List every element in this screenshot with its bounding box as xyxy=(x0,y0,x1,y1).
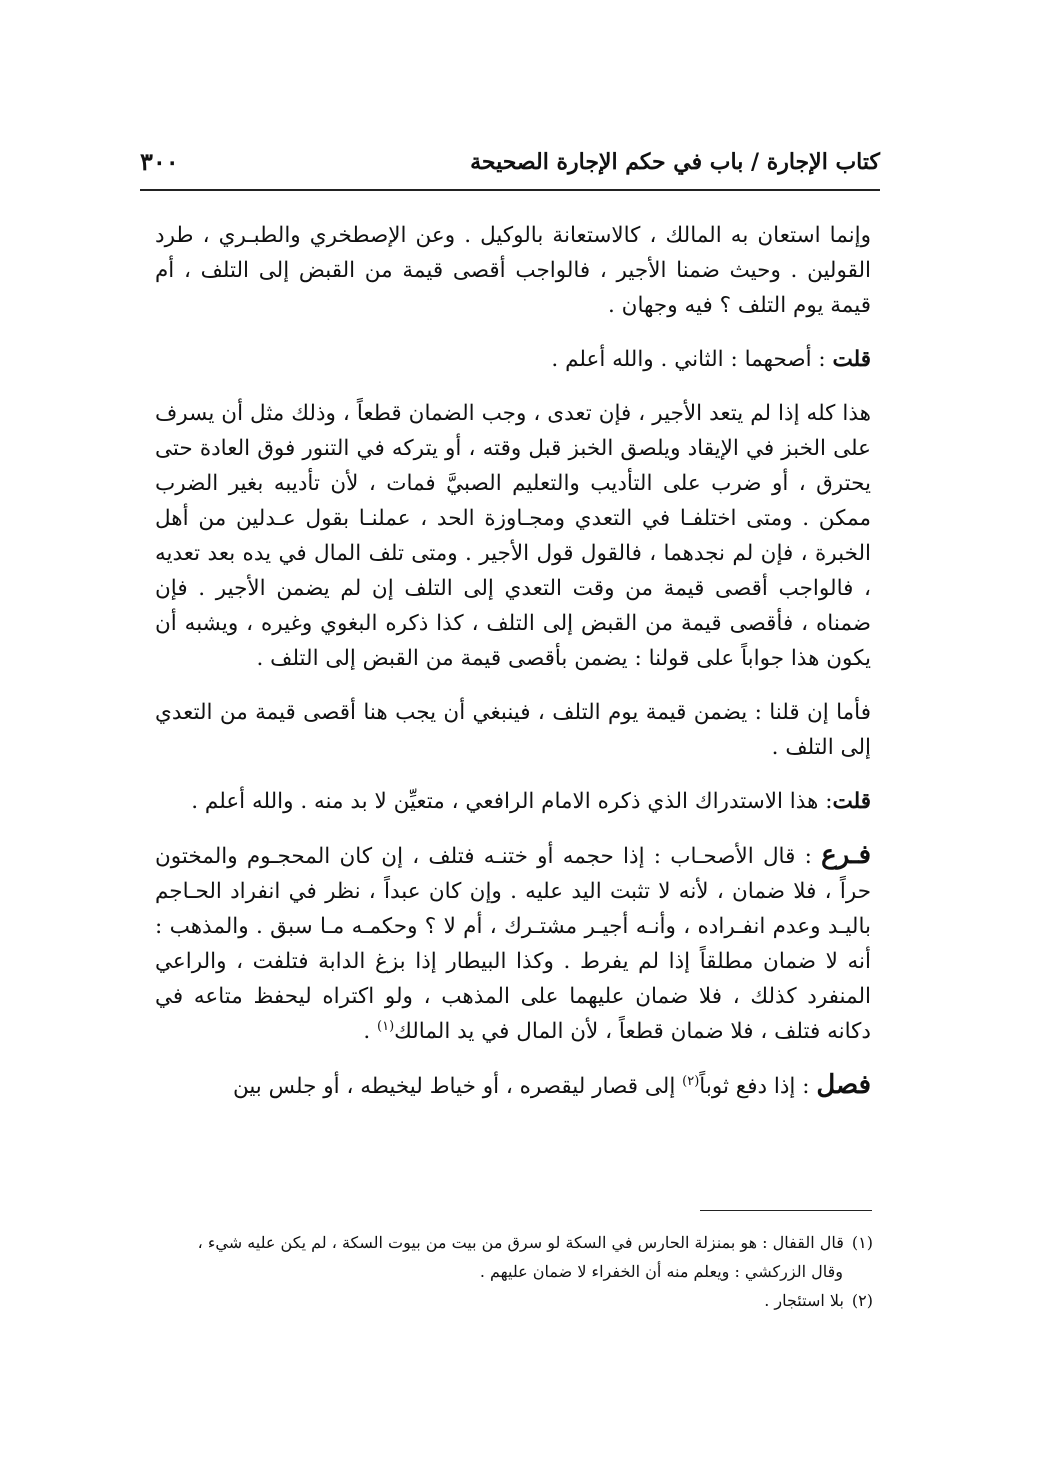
footnote-divider xyxy=(700,1210,872,1211)
keyword-fasl: فصل xyxy=(816,1070,871,1100)
paragraph xyxy=(155,1068,871,1104)
paragraph-text: فأما إن قلنا : يضمن قيمة يوم التلف ، فينبغي أن يجب هنا أقصى قيمة من التعدي إلى التلف . xyxy=(155,700,871,760)
page-number: ٣٠٠ xyxy=(140,147,179,176)
footnote-ref: (١) xyxy=(377,1018,395,1034)
paragraph-text: : قال الأصحـاب : إذا حجمه أو ختنـه فتلف ، إن كان المحجـوم والمختون حراً ، فلا ضمان ، لأنه لا تثبت اليد عليه . وإن كان عبداً ، نظر في انفراد الحـاجم باليـد وعدم انفـراده ، وأنـه أجيـر مشتـرك ، أم لا ؟ وحكمـه مـا سبق . والمذهب : أنه لا ضمان مطلقاً إذا لم يفرط . وكذا البيطار إذا بزغ الدابة فتلفت ، والراعي المنفرد كذلك ، فلا ضمان عليهما على المذهب ، ولو اكتراه ليحفظ متاعه في دكانه فتلف ، فلا ضمان قطعاً ، لأن المال في يد المالك xyxy=(155,844,871,1044)
paragraph-text: : إذا دفع ثوباً xyxy=(699,1074,817,1099)
footnote-text: قال القفال : هو بمنزلة الحارس في السكة لو سرق من بيت من بيوت السكة ، لم يكن عليه شيء ، xyxy=(197,1233,844,1252)
footnote xyxy=(155,1257,873,1286)
paragraph-text: : هذا الاستدراك الذي ذكره الامام الرافعي ، متعيِّن لا بد منه . والله أعلم . xyxy=(191,789,833,814)
paragraph xyxy=(155,695,871,765)
footnote-number: (٢) xyxy=(851,1291,873,1310)
footnote-ref: (٢) xyxy=(682,1073,700,1089)
keyword-far: فـرع xyxy=(821,840,871,870)
body-text xyxy=(155,218,871,1123)
footnote-number: (١) xyxy=(851,1233,873,1252)
paragraph xyxy=(155,342,871,377)
header-title: كتاب الإجارة / باب في حكم الإجارة الصحيحة xyxy=(470,149,880,175)
footnote xyxy=(155,1286,873,1315)
keyword-qult: قلت xyxy=(832,347,871,372)
paragraph-text: وإنما استعان به المالك ، كالاستعانة بالوكيل . وعن الإصطخري والطبـري ، طرد القولين . وحيث ضمنا الأجير ، فالواجب أقصى قيمة من القبض إلى التلف ، أم قيمة يوم التلف ؟ فيه وجهان . xyxy=(155,223,871,318)
paragraph-tail: إلى قصار ليقصره ، أو خياط ليخيطه ، أو جلس بين xyxy=(232,1074,683,1099)
footnote-text: بلا استئجار . xyxy=(764,1291,844,1310)
keyword-qult: قلت xyxy=(832,789,871,814)
paragraph xyxy=(155,218,871,323)
running-header xyxy=(140,145,880,191)
paragraph xyxy=(155,784,871,819)
footnotes xyxy=(155,1228,873,1315)
paragraph-tail: . xyxy=(363,1019,377,1044)
paragraph xyxy=(155,838,871,1049)
paragraph xyxy=(155,396,871,676)
footnote-text: وقال الزركشي : ويعلم منه أن الخفراء لا ضمان عليهم . xyxy=(479,1262,843,1281)
paragraph-text: : أصحهما : الثاني . والله أعلم . xyxy=(551,347,833,372)
paragraph-text: هذا كله إذا لم يتعد الأجير ، فإن تعدى ، وجب الضمان قطعاً ، وذلك مثل أن يسرف على الخبز في الإيقاد ويلصق الخبز قبل وقته ، أو يتركه في التنور فوق العادة حتى يحترق ، أو ضرب على التأديب والتعليم الصبيَّ فمات ، لأن تأديبه بغير الضرب ممكن . ومتى اختلفـا في التعدي ومجـاوزة الحد ، عملنـا بقول عـدلين من أهل الخبرة ، فإن لم نجدهما ، فالقول قول الأجير . ومتى تلف المال في يده بعد تعديه ، فالواجب أقصى قيمة من وقت التعدي إلى التلف إن لم يضمن الأجير . فإن ضمناه ، فأقصى قيمة من القبض إلى التلف ، كذا ذكره البغوي وغيره ، ويشبه أن يكون هذا جواباً على قولنا : يضمن بأقصى قيمة من القبض إلى التلف . xyxy=(155,401,871,671)
footnote xyxy=(155,1228,873,1257)
